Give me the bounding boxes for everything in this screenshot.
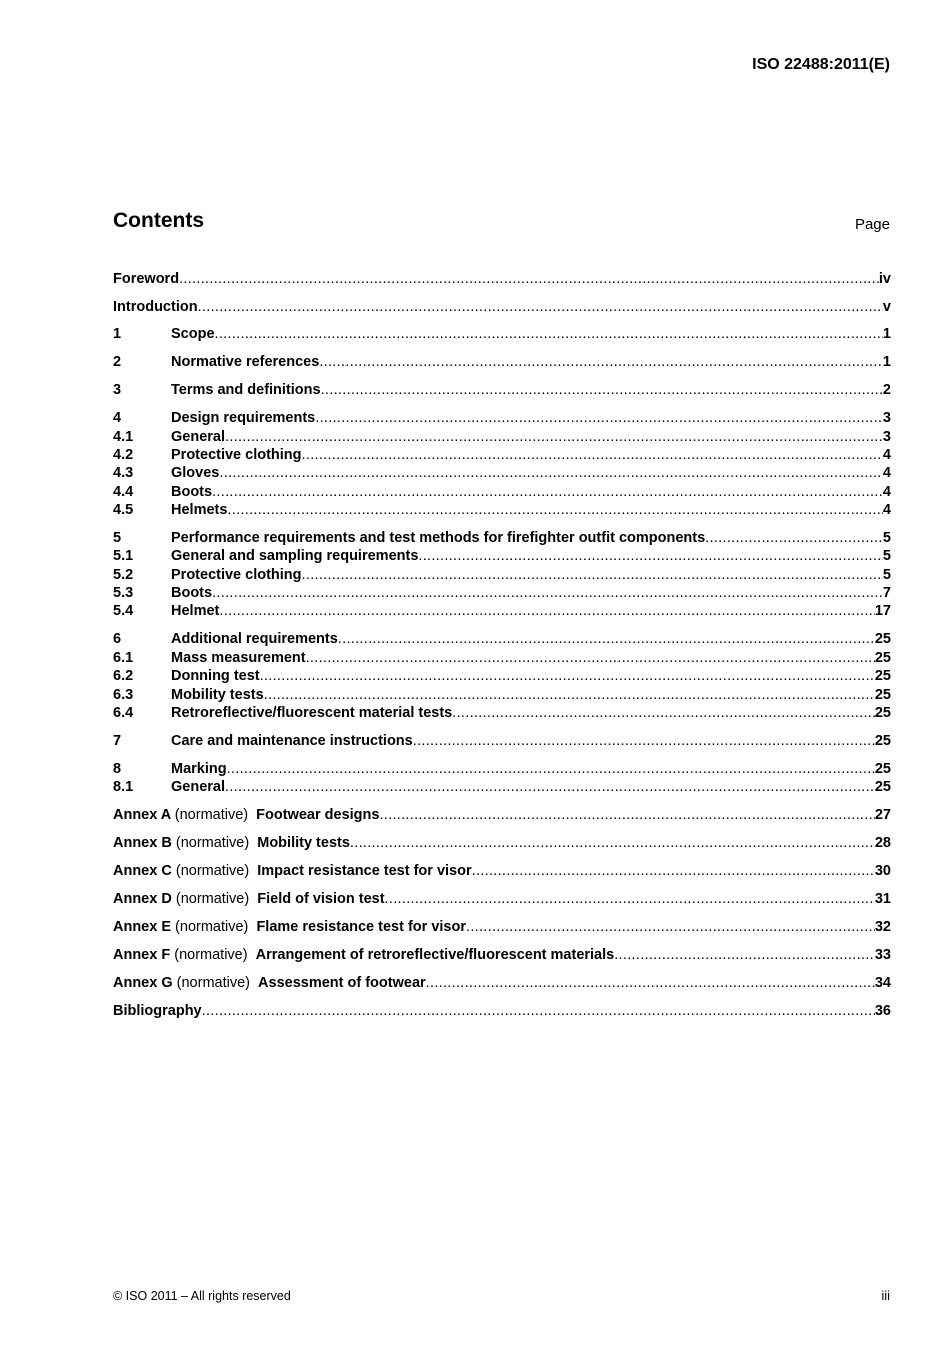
toc-number: 5.2 [113,567,134,583]
toc-title: Donning test [171,668,260,684]
toc-title: Design requirements [171,410,316,426]
toc-entry[interactable] [113,446,891,464]
toc-leader-dots [413,732,875,750]
toc-title: Helmet [171,603,220,619]
toc-number: 4.4 [113,484,134,500]
toc-entry[interactable] [113,270,891,288]
toc-leader-dots [302,566,883,584]
toc-leader-dots [319,353,883,371]
toc-annex-label [113,890,257,908]
toc-entry[interactable] [113,409,891,427]
toc-entry[interactable] [113,946,891,964]
toc-annex-label [113,806,256,824]
toc-number: 6.2 [113,668,134,684]
table-of-contents [113,0,891,1100]
annex-id: Annex D [113,891,172,907]
toc-number: 5 [113,530,122,546]
toc-leader-dots [452,704,875,722]
toc-leader-dots [225,428,883,446]
toc-title: Protective clothing [171,567,302,583]
toc-title: Footwear designs [256,807,380,823]
toc-leader-dots [338,630,875,648]
toc-leader-dots [219,464,883,482]
toc-page-number: 34 [874,975,891,991]
toc-leader-dots [264,686,875,704]
toc-page-number: 7 [882,585,891,601]
toc-page-number: 3 [882,410,891,426]
toc-title: Performance requirements and test methods for firefighter outfit components [171,530,706,546]
toc-page-number: 4 [882,484,891,500]
annex-type: (normative) [175,891,250,907]
toc-title: General [171,429,225,445]
toc-title: Flame resistance test for visor [256,919,466,935]
toc-number: 6.3 [113,687,134,703]
toc-page-number: iv [878,271,891,287]
toc-number: 4.1 [113,429,134,445]
toc-title: Boots [171,585,213,601]
toc-entry[interactable] [113,667,891,685]
toc-entry[interactable] [113,974,891,992]
toc-leader-dots [472,862,875,880]
toc-entry[interactable] [113,584,891,602]
toc-leader-dots [202,1002,875,1020]
toc-entry[interactable] [113,649,891,667]
toc-page-number: 30 [874,863,891,879]
toc-title: Retroreflective/fluorescent material tests [171,705,453,721]
toc-leader-dots [198,298,883,316]
toc-title: Gloves [171,465,220,481]
toc-number: 6.1 [113,650,134,666]
toc-entry[interactable] [113,547,891,565]
toc-entry[interactable] [113,686,891,704]
toc-entry[interactable] [113,630,891,648]
toc-annex-label [113,862,257,880]
toc-entry[interactable] [113,760,891,778]
toc-page-number: 17 [874,603,891,619]
toc-title: Normative references [171,354,320,370]
toc-leader-dots [227,501,883,519]
toc-entry[interactable] [113,501,891,519]
toc-leader-dots [219,602,875,620]
toc-leader-dots [350,834,875,852]
toc-title: Impact resistance test for visor [257,863,472,879]
toc-title: Marking [171,761,227,777]
toc-number: 6.4 [113,705,134,721]
toc-page-number: 25 [874,631,891,647]
annex-type: (normative) [175,835,250,851]
annex-type: (normative) [176,975,250,991]
toc-page-number: 5 [882,530,891,546]
toc-title: Assessment of footwear [258,975,426,991]
annex-id: Annex B [113,835,172,851]
annex-id: Annex F [113,947,171,963]
toc-entry[interactable] [113,566,891,584]
toc-title: Arrangement of retroreflective/fluorescent materials [255,947,615,963]
toc-page-number: 2 [882,382,891,398]
toc-number: 4.2 [113,447,134,463]
toc-title: Introduction [113,299,198,315]
footer-page-number: iii [881,1288,890,1303]
toc-entry[interactable] [113,778,891,796]
toc-page-number: 25 [874,668,891,684]
toc-title: General [171,779,225,795]
toc-leader-dots [321,381,883,399]
toc-title: Scope [171,326,215,342]
toc-title: Helmets [171,502,228,518]
toc-leader-dots [614,946,875,964]
toc-title: Bibliography [113,1003,202,1019]
toc-title: Field of vision test [257,891,385,907]
toc-leader-dots [705,529,883,547]
toc-entry[interactable] [113,890,891,908]
toc-annex-label [113,918,256,936]
toc-entry[interactable] [113,862,891,880]
annex-id: Annex A [113,807,171,823]
toc-title: Boots [171,484,213,500]
toc-page-number: 25 [874,761,891,777]
toc-page-number: 5 [882,567,891,583]
toc-number: 8.1 [113,779,134,795]
toc-leader-dots [306,649,875,667]
toc-number: 5.3 [113,585,134,601]
toc-number: 5.4 [113,603,134,619]
toc-entry[interactable] [113,918,891,936]
toc-entry[interactable] [113,806,891,824]
toc-title: Mobility tests [171,687,264,703]
toc-annex-label [113,974,258,992]
toc-title: General and sampling requirements [171,548,419,564]
toc-title: Additional requirements [171,631,338,647]
toc-page-number: 1 [882,326,891,342]
toc-annex-label [113,834,257,852]
toc-page-number: 25 [874,733,891,749]
toc-annex-label [113,946,256,964]
toc-title: Terms and definitions [171,382,321,398]
toc-leader-dots [260,667,875,685]
toc-page-number: 28 [874,835,891,851]
toc-number: 5.1 [113,548,134,564]
toc-entry[interactable] [113,381,891,399]
toc-number: 2 [113,354,122,370]
toc-number: 4.3 [113,465,134,481]
toc-number: 3 [113,382,122,398]
toc-number: 7 [113,733,122,749]
toc-number: 8 [113,761,122,777]
toc-page-number: 32 [874,919,891,935]
toc-entry[interactable] [113,325,891,343]
page-column-label: Page [854,216,890,233]
toc-page-number: v [882,299,891,315]
toc-entry[interactable] [113,464,891,482]
toc-entry[interactable] [113,834,891,852]
toc-title: Protective clothing [171,447,302,463]
footer-copyright: © ISO 2011 – All rights reserved [113,1289,291,1303]
toc-entry[interactable] [113,529,891,547]
toc-page-number: 25 [874,687,891,703]
toc-leader-dots [466,918,875,936]
toc-entry[interactable] [113,298,891,316]
annex-type: (normative) [174,947,248,963]
toc-entry[interactable] [113,1002,891,1020]
toc-leader-dots [179,270,879,288]
toc-title: Mobility tests [257,835,350,851]
annex-id: Annex C [113,863,172,879]
toc-leader-dots [418,547,883,565]
toc-page-number: 36 [874,1003,891,1019]
toc-number: 4.5 [113,502,134,518]
toc-entry[interactable] [113,732,891,750]
toc-page-number: 4 [882,502,891,518]
toc-page-number: 5 [882,548,891,564]
toc-leader-dots [225,778,875,796]
toc-number: 6 [113,631,122,647]
toc-page-number: 33 [874,947,891,963]
toc-leader-dots [302,446,883,464]
document-id: ISO 22488:2011(E) [752,56,890,73]
toc-page-number: 3 [882,429,891,445]
toc-title: Foreword [113,271,180,287]
toc-leader-dots [385,890,875,908]
toc-entry[interactable] [113,353,891,371]
toc-title: Care and maintenance instructions [171,733,413,749]
toc-page-number: 4 [882,465,891,481]
annex-id: Annex E [113,919,172,935]
annex-type: (normative) [175,919,249,935]
annex-type: (normative) [174,807,249,823]
toc-leader-dots [426,974,875,992]
toc-leader-dots [212,483,883,501]
toc-leader-dots [379,806,874,824]
toc-entry[interactable] [113,602,891,620]
toc-leader-dots [215,325,883,343]
toc-title: Mass measurement [171,650,306,666]
toc-leader-dots [315,409,883,427]
toc-entry[interactable] [113,704,891,722]
annex-type: (normative) [175,863,250,879]
toc-entry[interactable] [113,428,891,446]
toc-number: 1 [113,326,122,342]
toc-page-number: 31 [874,891,891,907]
toc-page-number: 25 [874,705,891,721]
toc-entry[interactable] [113,483,891,501]
toc-number: 4 [113,410,122,426]
toc-leader-dots [212,584,883,602]
toc-page-number: 4 [882,447,891,463]
annex-id: Annex G [113,975,173,991]
toc-page-number: 25 [874,650,891,666]
toc-page-number: 1 [882,354,891,370]
toc-page-number: 25 [874,779,891,795]
toc-page-number: 27 [874,807,891,823]
toc-leader-dots [227,760,875,778]
page-title: Contents [113,209,204,232]
